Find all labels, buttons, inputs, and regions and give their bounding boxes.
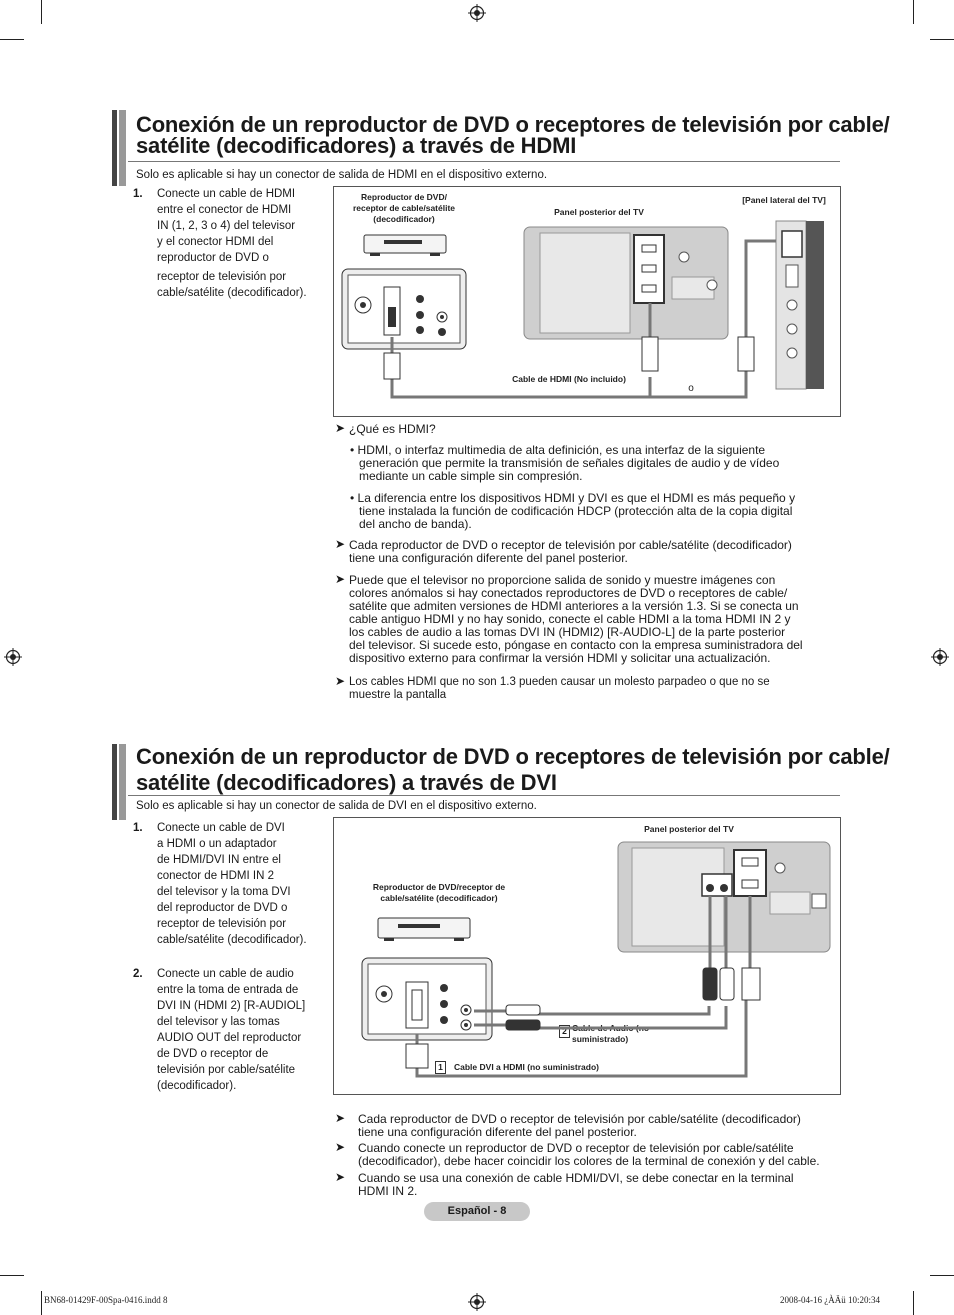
device-back-panel-icon [342, 269, 466, 349]
tv-rear-panel-icon [618, 842, 830, 952]
step-line: IN (1, 2, 3 o 4) del televisor [157, 220, 296, 232]
note-line: los cables de audio a las tomas DVI IN (HDMI2) [R-AUDIO-L] de la parte posterior [349, 625, 786, 639]
note-color-match [335, 1142, 840, 1168]
crop-mark [0, 1275, 24, 1276]
arrow-note-icon: ➤ [335, 674, 346, 688]
step-line: del reproductor de DVD o [157, 902, 288, 914]
section-title-line1: Conexión de un reproductor de DVD o receptores de televisión por cable/ [136, 744, 890, 769]
badge-1: 1 [435, 1061, 446, 1074]
step-2 [133, 966, 323, 1096]
step-line: entre el conector de HDMI [157, 204, 292, 216]
dvi-diagram-art [334, 818, 840, 1094]
tv-rear-panel-icon [524, 227, 728, 339]
step-line: de DVD o receptor de [157, 1048, 269, 1060]
registration-mark-icon [468, 4, 486, 22]
note-line: Cuando se usa una conexión de cable HDMI/DVI, se debe conectar en la terminal [358, 1171, 794, 1185]
note-line: Puede que el televisor no proporcione salida de sonido y muestre imágenes con [349, 573, 776, 587]
page-number-pill: Español - 8 [424, 1202, 530, 1221]
badge-2: 2 [559, 1025, 570, 1038]
note-line: tiene una configuración diferente del panel posterior. [349, 551, 628, 565]
note-line: del televisor. Si sucede esto, póngase en contacto con la empresa suministradora del [349, 638, 803, 652]
step-1 [133, 820, 323, 950]
step-line: Conecte un cable de audio [157, 968, 294, 980]
step-line: y el conector HDMI del [157, 236, 274, 248]
note-line: muestre la pantalla [349, 689, 447, 701]
step-text [157, 820, 325, 948]
step-line: de HDMI/DVI IN entre el [157, 854, 281, 866]
section-title-line2: satélite (decodificadores) a través de DVI [136, 770, 557, 795]
section-title-line1: Conexión de un reproductor de DVD o receptores de televisión por cable/ [136, 112, 890, 137]
section-bar [112, 110, 126, 186]
crop-mark [913, 0, 914, 24]
step-1 [133, 186, 323, 306]
note-panel-config [335, 1113, 840, 1139]
step-text [157, 966, 325, 1094]
step-line: Conecte un cable de HDMI [157, 188, 296, 200]
note-line: satélite que admiten versiones de HDMI anteriores a la versión 1.3. Si se conecta un [349, 599, 799, 613]
bullet-line: • HDMI, o interfaz multimedia de alta definición, es una interfaz de la siguiente [350, 443, 766, 457]
bullet-line: • La diferencia entre los dispositivos HDMI y DVI es que el HDMI es más pequeño y [350, 491, 796, 505]
bullet-line: generación que permite la transmisión de señales digitales de audio y de vídeo [359, 456, 780, 470]
step-number: 1. [133, 188, 143, 200]
label-device: Reproductor de DVD/ receptor de cable/satélite (decodificador) [352, 192, 456, 224]
label-device: Reproductor de DVD/receptor de cable/satélite (decodificador) [372, 882, 506, 903]
label-or: o [688, 383, 694, 394]
arrow-note-icon: ➤ [335, 1111, 346, 1125]
device-back-panel-icon [362, 958, 492, 1040]
section-title-line2: satélite (decodificadores) a través de HDMI [136, 133, 577, 158]
dvd-player-icon [364, 235, 446, 256]
step-line: receptor de televisión por [157, 271, 287, 283]
note-line: (decodificador), debe hacer coincidir los colores de la terminal de conexión y del cable. [358, 1154, 820, 1168]
step-text [157, 186, 325, 301]
print-slug-right: 2008-04-16 ¿ÀÄü 10:20:34 [780, 1295, 880, 1305]
label-side-panel: [Panel lateral del TV] [742, 195, 826, 205]
note-panel-config [335, 539, 840, 565]
step-line: del televisor y la toma DVI [157, 886, 291, 898]
dvi-connection-diagram [333, 817, 841, 1095]
note-line: Cada reproductor de DVD o receptor de televisión por cable/satélite (decodificador) [358, 1112, 801, 1126]
bullet-line: mediante un cable simple sin compresión. [359, 469, 583, 483]
note-hdmi-in-2 [335, 1172, 840, 1198]
print-slug-left: BN68-01429F-00Spa-0416.indd 8 [44, 1295, 168, 1305]
note-line: Los cables HDMI que no son 1.3 pueden causar un molesto parpadeo o que no se [349, 676, 770, 688]
step-line: receptor de televisión por [157, 918, 287, 930]
bullet-line: tiene instalada la función de codificación HDCP (protección alta de la copia digital [359, 504, 793, 518]
registration-mark-icon [4, 648, 22, 666]
step-line: del televisor y las tomas [157, 1016, 280, 1028]
label-hdmi-cable: Cable de HDMI (No incluido) [512, 374, 626, 384]
arrow-note-icon: ➤ [335, 1170, 346, 1184]
step-line: Conecte un cable de DVI [157, 822, 285, 834]
step-line: entre la toma de entrada de [157, 984, 299, 996]
audio-plug-icon [506, 968, 734, 1030]
section-intro: Solo es aplicable si hay un conector de salida de HDMI en el dispositivo externo. [136, 169, 548, 181]
note-hdmi-version [335, 574, 840, 665]
section-intro: Solo es aplicable si hay un conector de salida de DVI en el dispositivo externo. [136, 800, 537, 812]
crop-mark [930, 39, 954, 40]
crop-mark [41, 1291, 42, 1315]
registration-mark-icon [468, 1293, 486, 1311]
label-rear-panel: Panel posterior del TV [644, 824, 734, 834]
step-line: a HDMI o un adaptador [157, 838, 277, 850]
dvd-player-icon [378, 918, 470, 941]
step-number: 2. [133, 968, 143, 980]
bullet-line: del ancho de banda). [359, 517, 472, 531]
hdmi-diagram-art [334, 187, 840, 416]
note-text: ¿Qué es HDMI? [349, 422, 436, 436]
step-line: conector de HDMI IN 2 [157, 870, 274, 882]
step-line: DVI IN (HDMI 2) [R-AUDIOL] [157, 1000, 306, 1012]
step-line: reproductor de DVD o [157, 252, 269, 264]
note-line: dispositivo externo para confirmar la versión HDMI y solicitar una actualización. [349, 651, 771, 665]
label-audio-cable: Cable de Audio (no suministrado) [572, 1023, 650, 1044]
bullet-hdmi-def [350, 444, 840, 483]
arrow-note-icon: ➤ [335, 572, 346, 586]
crop-mark [930, 1275, 954, 1276]
crop-mark [41, 0, 42, 24]
step-line: cable/satélite (decodificador). [157, 934, 307, 946]
title-rule [128, 161, 840, 162]
hdmi-connection-diagram [333, 186, 841, 417]
arrow-note-icon: ➤ [335, 537, 346, 551]
crop-mark [0, 39, 24, 40]
note-line: HDMI IN 2. [358, 1184, 418, 1198]
title-rule [128, 795, 840, 796]
section-bar [112, 744, 126, 820]
arrow-note-icon: ➤ [335, 1140, 346, 1154]
arrow-note-icon: ➤ [335, 421, 346, 435]
crop-mark [913, 1291, 914, 1315]
step-line: AUDIO OUT del reproductor [157, 1032, 302, 1044]
step-number: 1. [133, 822, 143, 834]
step-line: cable/satélite (decodificador). [157, 287, 307, 299]
label-rear-panel: Panel posterior del TV [554, 207, 644, 217]
note-flicker [335, 676, 840, 702]
tv-side-panel-icon [776, 221, 824, 389]
bullet-hdmi-dvi-diff [350, 492, 840, 531]
note-line: Cada reproductor de DVD o receptor de televisión por cable/satélite (decodificador) [349, 538, 792, 552]
note-line: cable antiguo HDMI y no hay sonido, conecte el cable HDMI a la toma HDMI IN 2 y [349, 612, 791, 626]
note-line: tiene una configuración diferente del panel posterior. [358, 1125, 637, 1139]
label-dvi-cable: Cable DVI a HDMI (no suministrado) [454, 1062, 599, 1072]
step-line: (decodificador). [157, 1080, 237, 1092]
note-line: Cuando conecte un reproductor de DVD o receptor de televisión por cable/satélite [358, 1141, 794, 1155]
registration-mark-icon [931, 648, 949, 666]
step-line: televisión por cable/satélite [157, 1064, 296, 1076]
note-line: colores anómalos si hay conectados reproductores de DVD o receptores de cable/ [349, 586, 788, 600]
